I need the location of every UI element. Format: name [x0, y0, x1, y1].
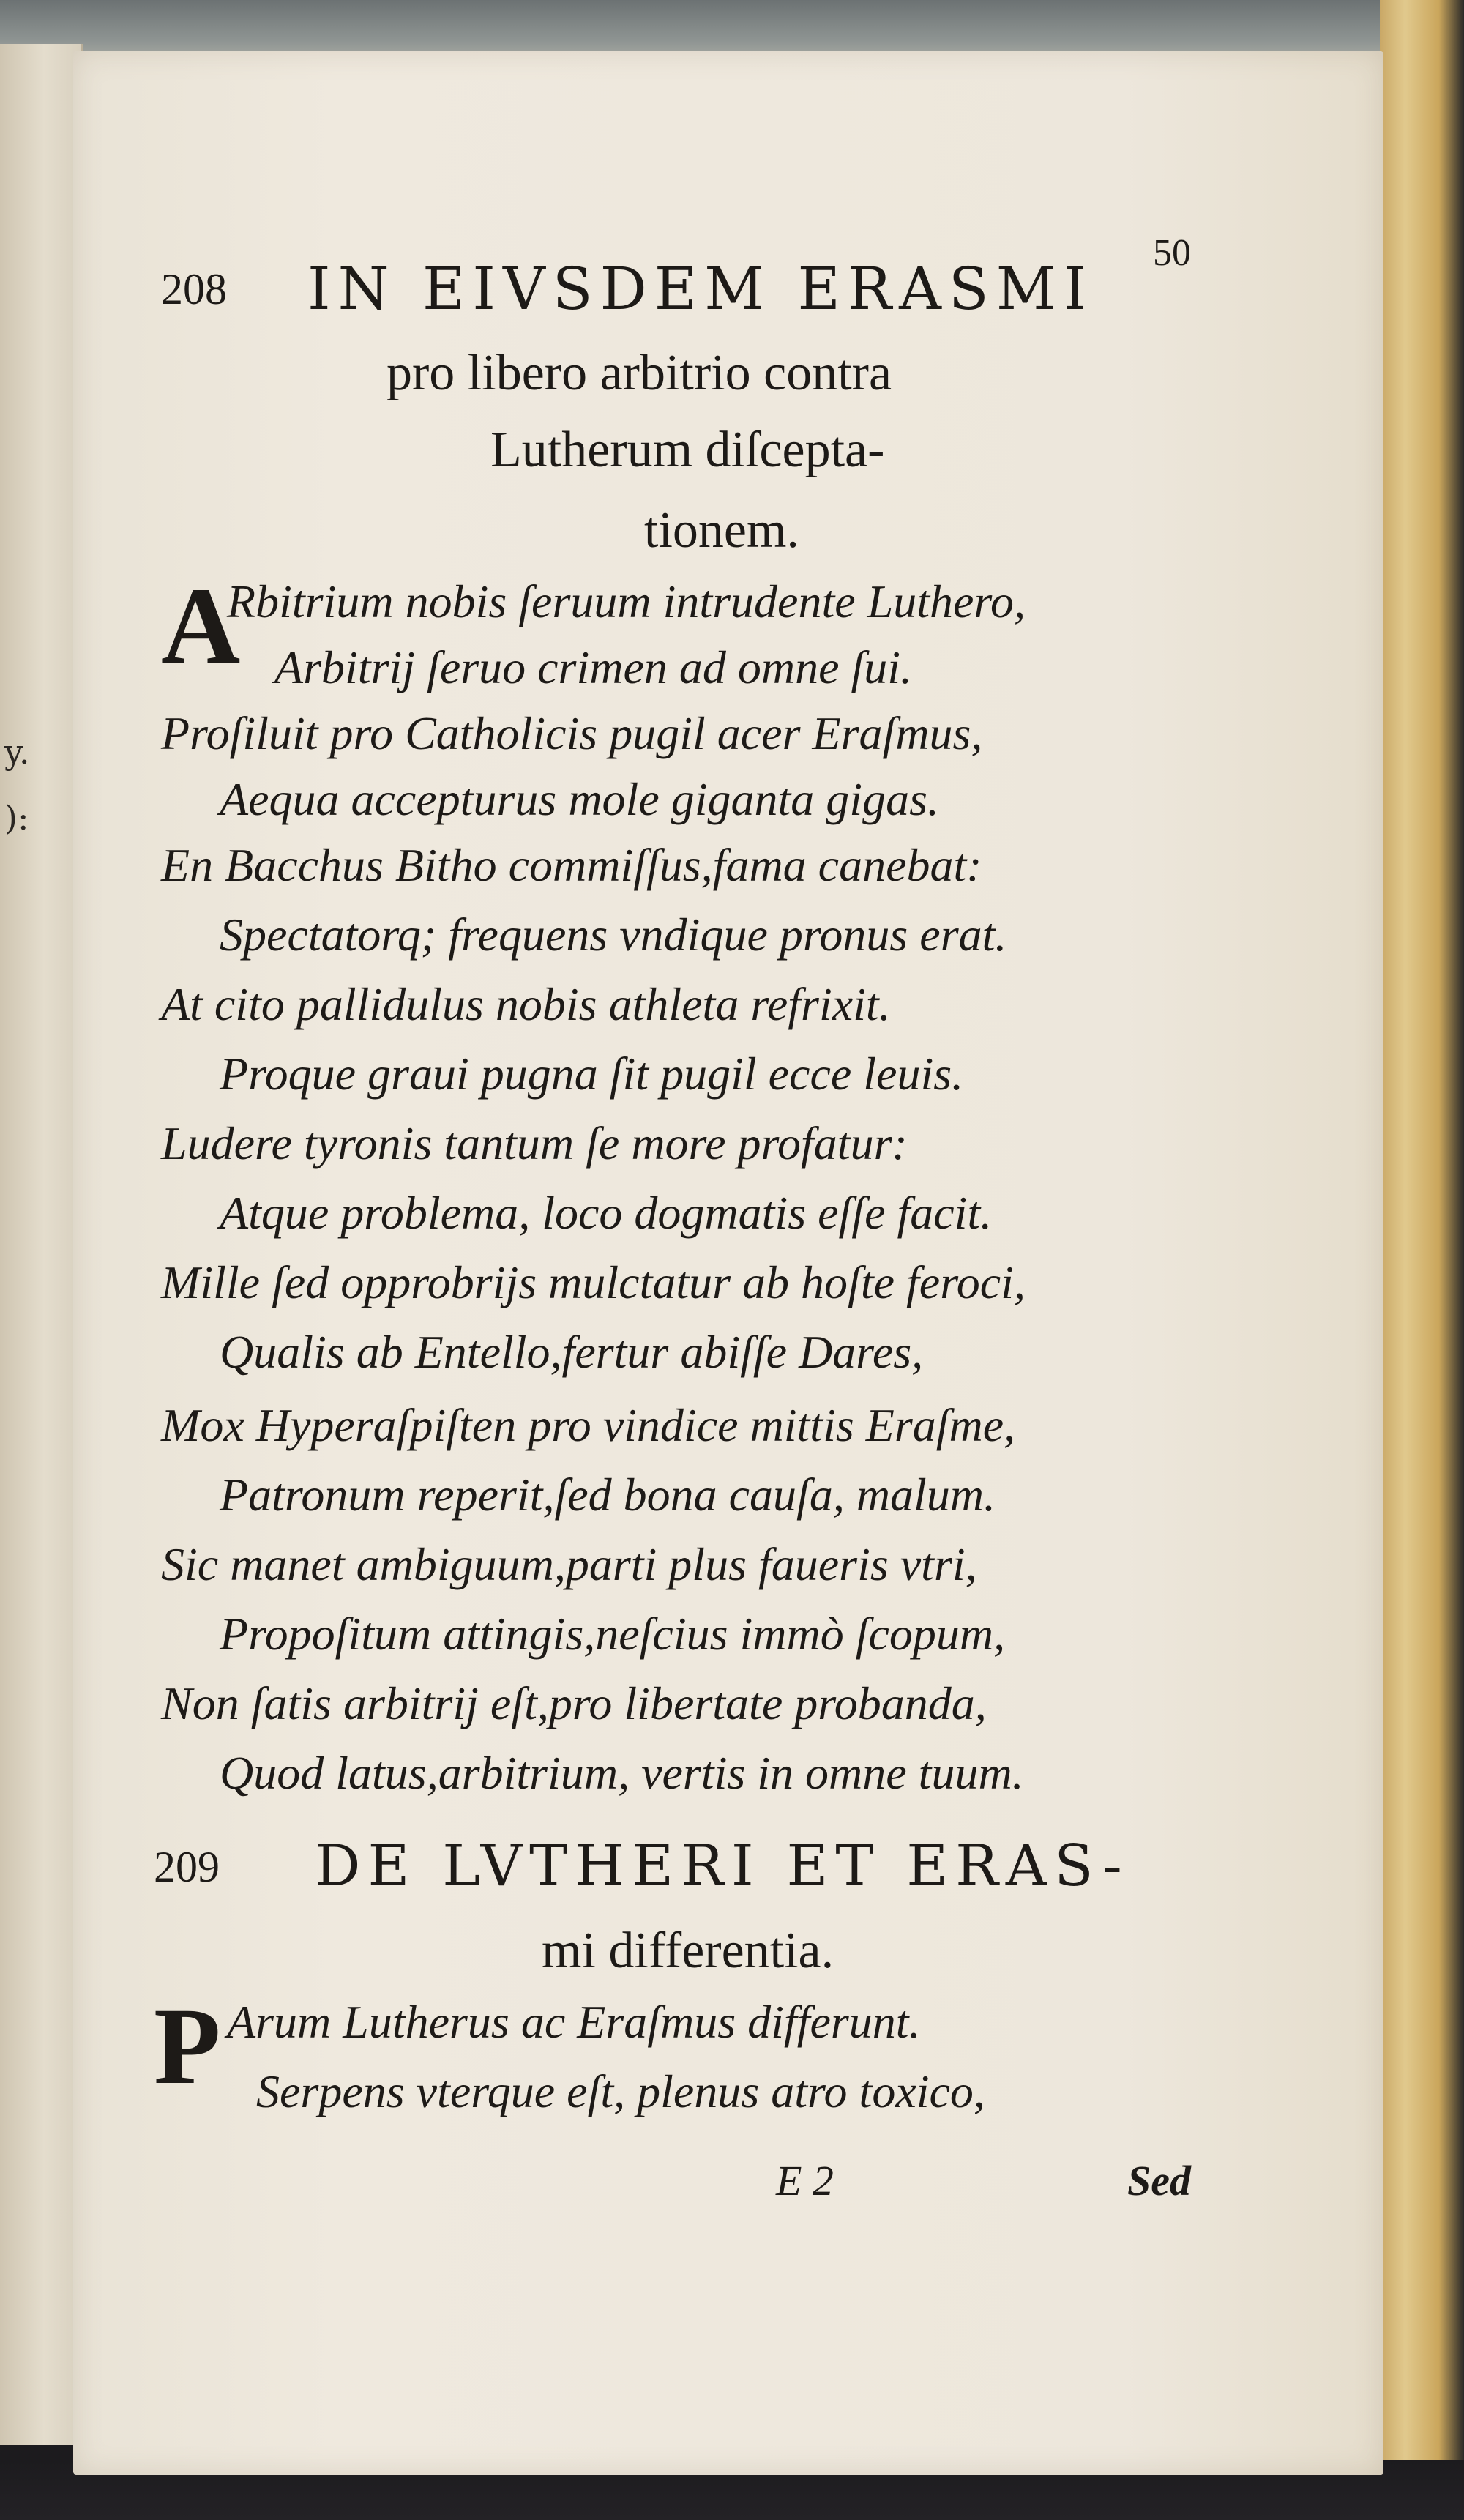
section-1-heading-line-4: tionem.	[644, 502, 799, 559]
verse-line: Mille ſed opprobrijs mulctatur ab hoſte feroci,	[161, 1256, 1026, 1308]
section-1-heading-line-2: pro libero arbitrio contra	[386, 345, 892, 401]
section-2-heading: DE LVTHERI ET ERAS-	[315, 1833, 1129, 1899]
epigram-number: 209	[154, 1843, 220, 1891]
folio-number: 50	[1153, 232, 1191, 274]
verse-line: Serpens vterque eſt, plenus atro toxico,	[256, 2065, 985, 2117]
verse-line: Arbitrij ſeruo crimen ad omne ſui.	[274, 641, 913, 693]
previous-page-edge	[0, 44, 83, 2445]
book-page	[73, 51, 1383, 2475]
verse-line: Arum Lutherus ac Eraſmus differunt.	[227, 1996, 921, 2048]
section-1-heading-line-3: Lutherum diſcepta-	[490, 422, 885, 478]
verse-line: At cito pallidulus nobis athleta refrixit.	[161, 978, 891, 1030]
book-spine-edge	[1380, 0, 1464, 2520]
margin-mark: y.	[4, 732, 30, 772]
verse-line: Quod latus,arbitrium, vertis in omne tuum.	[220, 1747, 1024, 1799]
verse-line: Non ſatis arbitrij eſt,pro libertate probanda,	[161, 1677, 987, 1729]
page-text	[73, 51, 1383, 2475]
verse-line: Qualis ab Entello,fertur abiſſe Dares,	[220, 1326, 924, 1378]
verse-line: Patronum reperit,ſed bona cauſa, malum.	[220, 1469, 996, 1521]
verse-line: Ludere tyronis tantum ſe more profatur:	[161, 1117, 908, 1169]
catchword: Sed	[1127, 2157, 1191, 2204]
verse-line: Spectatorq; frequens vndique pronus erat.	[220, 909, 1007, 961]
verse-line: En Bacchus Bitho commiſſus,fama canebat:	[161, 839, 982, 891]
page-number: 208	[161, 265, 227, 313]
verse-line: Aequa accepturus mole giganta gigas.	[220, 773, 939, 825]
verse-line: Mox Hyperaſpiſten pro vindice mittis Eraſme,	[161, 1399, 1016, 1451]
drop-cap-initial: P	[154, 1986, 221, 2107]
section-1-heading: IN EIVSDEM ERASMI	[307, 255, 1094, 323]
section-2-heading-line-2: mi differentia.	[542, 1923, 834, 1979]
verse-line: Sic manet ambiguum,parti plus faueris vtri,	[161, 1538, 977, 1590]
drop-cap-initial: A	[161, 565, 241, 687]
verse-line: Propoſitum attingis,neſcius immò ſcopum,	[220, 1608, 1006, 1660]
verse-line: Atque problema, loco dogmatis eſſe facit.	[220, 1187, 993, 1239]
verse-line: Proque graui pugna ſit pugil ecce leuis.	[220, 1048, 964, 1100]
verse-line: Rbitrium nobis ſeruum intrudente Luthero,	[227, 575, 1026, 627]
margin-mark: ):	[4, 798, 29, 838]
signature-mark: E 2	[776, 2157, 834, 2204]
verse-line: Proſiluit pro Catholicis pugil acer Eraſmus,	[161, 707, 983, 759]
